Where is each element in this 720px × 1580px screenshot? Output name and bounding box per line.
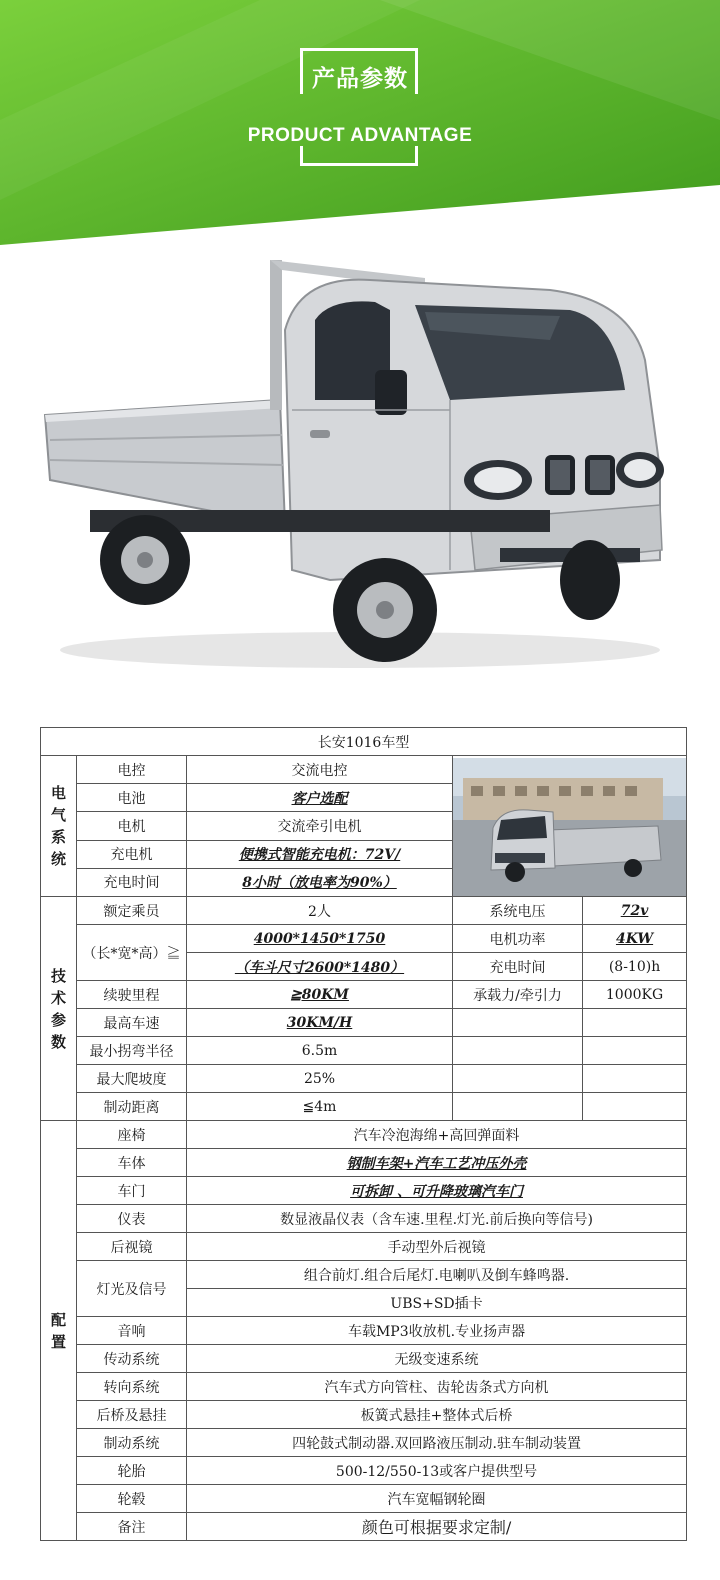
table-row: [41, 1345, 687, 1373]
row-label: 最小拐弯半径: [77, 1037, 187, 1065]
row-label: 承载力/牵引力: [453, 981, 583, 1009]
row-value: 72v: [583, 897, 687, 925]
table-row: [41, 1485, 687, 1513]
row-label: 电机: [77, 812, 187, 840]
table-row: [41, 1037, 687, 1065]
spec-table: [40, 727, 687, 1541]
row-label: 最大爬坡度: [77, 1065, 187, 1093]
truck-thumbnail: [453, 758, 687, 896]
table-row: [41, 1233, 687, 1261]
empty-cell: [453, 1009, 583, 1037]
table-row: [41, 1457, 687, 1485]
table-row: [41, 1401, 687, 1429]
table-row: [41, 1317, 687, 1345]
row-label: 转向系统: [77, 1373, 187, 1401]
row-label: 充电机: [77, 840, 187, 868]
row-value: 25%: [187, 1065, 453, 1093]
truck-illustration: [30, 250, 690, 690]
row-value: 客户选配: [187, 784, 453, 812]
table-row: [41, 1065, 687, 1093]
thumbnail-cell: [453, 756, 687, 897]
table-row: [41, 981, 687, 1009]
empty-cell: [583, 1093, 687, 1121]
row-value: UBS+SD插卡: [187, 1289, 687, 1317]
row-value: 无级变速系统: [187, 1345, 687, 1373]
row-label: 传动系统: [77, 1345, 187, 1373]
row-value: 汽车式方向管柱、齿轮齿条式方向机: [187, 1373, 687, 1401]
table-row: [41, 1121, 687, 1149]
row-label: 音响: [77, 1317, 187, 1345]
row-value: 汽车宽幅钢轮圈: [187, 1485, 687, 1513]
row-label: 制动系统: [77, 1429, 187, 1457]
row-label: 备注: [77, 1513, 187, 1541]
empty-cell: [453, 1065, 583, 1093]
row-value: ≦4m: [187, 1093, 453, 1121]
row-label: 轮胎: [77, 1457, 187, 1485]
row-value: 四轮鼓式制动器.双回路液压制动.驻车制动装置: [187, 1429, 687, 1457]
table-row: [41, 897, 687, 925]
empty-cell: [583, 1037, 687, 1065]
row-value: ≧80KM: [187, 981, 453, 1009]
table-row: [41, 1177, 687, 1205]
row-value: 板簧式悬挂+整体式后桥: [187, 1401, 687, 1429]
row-label: 后视镜: [77, 1233, 187, 1261]
row-value: 组合前灯.组合后尾灯.电喇叭及倒车蜂鸣器.: [187, 1261, 687, 1289]
row-label: 灯光及信号: [77, 1261, 187, 1317]
row-value: 颜色可根据要求定制/: [187, 1513, 687, 1541]
row-label: 充电时间: [77, 868, 187, 896]
table-row: [41, 1373, 687, 1401]
row-label: 后桥及悬挂: [77, 1401, 187, 1429]
table-row: [41, 1093, 687, 1121]
row-label: 电池: [77, 784, 187, 812]
row-label: 车门: [77, 1177, 187, 1205]
page-subtitle: PRODUCT ADVANTAGE: [247, 125, 473, 146]
row-label: 电控: [77, 756, 187, 784]
row-value: 手动型外后视镜: [187, 1233, 687, 1261]
empty-cell: [583, 1065, 687, 1093]
row-label: 制动距离: [77, 1093, 187, 1121]
table-title: 长安1016车型: [41, 728, 687, 756]
row-value: 汽车冷泡海绵+高回弹面料: [187, 1121, 687, 1149]
page-title: 产品参数: [312, 66, 408, 92]
row-value: 6.5m: [187, 1037, 453, 1065]
row-label: （长*宽*高）≧: [77, 925, 187, 981]
row-value: (8-10)h: [583, 953, 687, 981]
group-label-config: 配置: [41, 1121, 77, 1541]
table-row: [41, 756, 687, 784]
header-banner: [0, 0, 720, 250]
row-value: 便携式智能充电机：72V/: [187, 840, 453, 868]
product-image: [30, 250, 690, 690]
row-label: 仪表: [77, 1205, 187, 1233]
table-row: [41, 1261, 687, 1289]
table-row: [41, 1009, 687, 1037]
table-title-row: [41, 728, 687, 756]
row-label: 座椅: [77, 1121, 187, 1149]
table-row: [41, 1429, 687, 1457]
row-label: 充电时间: [453, 953, 583, 981]
row-value: 4000*1450*1750: [187, 925, 453, 953]
title-bracket-bottom: [300, 146, 418, 166]
row-label: 额定乘员: [77, 897, 187, 925]
row-value: 30KM/H: [187, 1009, 453, 1037]
table-row: [41, 925, 687, 953]
row-label: 车体: [77, 1149, 187, 1177]
row-value: 交流电控: [187, 756, 453, 784]
row-value: 2人: [187, 897, 453, 925]
group-label-electrical: 电气系统: [41, 756, 77, 897]
empty-cell: [453, 1037, 583, 1065]
row-label: 电机功率: [453, 925, 583, 953]
empty-cell: [583, 1009, 687, 1037]
table-row: [41, 1205, 687, 1233]
row-label: 续驶里程: [77, 981, 187, 1009]
row-value: 1000KG: [583, 981, 687, 1009]
row-label: 轮毂: [77, 1485, 187, 1513]
row-label: 最高车速: [77, 1009, 187, 1037]
group-label-technical: 技术参数: [41, 897, 77, 1121]
row-value: 车载MP3收放机.专业扬声器: [187, 1317, 687, 1345]
row-value: 可拆卸 、可升降玻璃汽车门: [187, 1177, 687, 1205]
row-label: 系统电压: [453, 897, 583, 925]
row-value: 500-12/550-13或客户提供型号: [187, 1457, 687, 1485]
row-value: 4KW: [583, 925, 687, 953]
row-value: （车斗尺寸2600*1480）: [187, 953, 453, 981]
table-row: [41, 1513, 687, 1541]
row-value: 钢制车架+汽车工艺冲压外壳: [187, 1149, 687, 1177]
row-value: 数显液晶仪表（含车速.里程.灯光.前后换向等信号): [187, 1205, 687, 1233]
empty-cell: [453, 1093, 583, 1121]
row-value: 8小时（放电率为90%）: [187, 868, 453, 896]
table-row: [41, 1149, 687, 1177]
row-value: 交流牵引电机: [187, 812, 453, 840]
